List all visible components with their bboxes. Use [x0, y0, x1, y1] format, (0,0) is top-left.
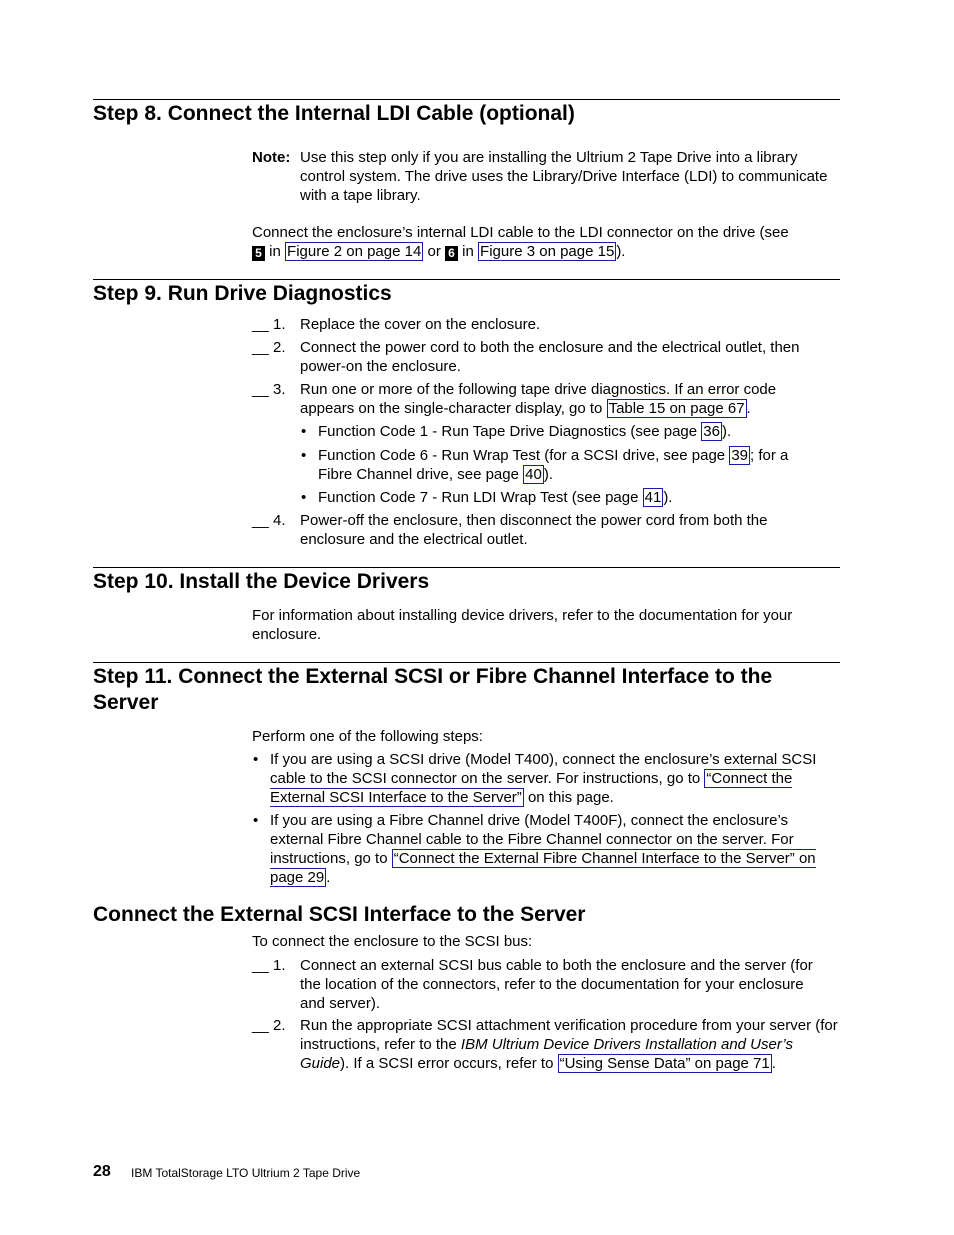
- step9-item-4: Power-off the enclosure, then disconnect the power cord from both the enclosure and the electrical outlet.: [300, 512, 768, 548]
- fc6-text: Function Code 6 - Run Wrap Test (for a SCSI drive, see page: [318, 447, 726, 464]
- scsi-heading: Connect the External SCSI Interface to the Server: [93, 903, 586, 926]
- fibre-option-end: .: [326, 869, 331, 886]
- item-number: 4.: [273, 512, 286, 529]
- in-text: in: [462, 243, 474, 260]
- link-sense-data[interactable]: “Using Sense Data” on page 71: [559, 1055, 770, 1072]
- step10-text: For information about installing device drivers, refer to the documentation for your enclosure.: [252, 607, 793, 643]
- step8-paragraph: [252, 223, 842, 261]
- item-number: 2.: [273, 339, 286, 356]
- step9-heading: Step 9. Run Drive Diagnostics: [93, 282, 392, 305]
- checkbox-blank: __: [252, 957, 269, 974]
- scsi-option-text: If you are using a SCSI drive (Model T400), connect the enclosure’s external SCSI cable to the SCSI connector on the server. For instructions, go to: [270, 751, 817, 787]
- step9-item-2: Connect the power cord to both the enclosure and the electrical outlet, then power-on the enclosure.: [300, 339, 800, 375]
- link-connect-fibre[interactable]: “Connect the External Fibre Channel Interface to the Server” on page 29: [270, 850, 816, 886]
- checkbox-blank: __: [252, 1017, 269, 1034]
- note-label: Note:: [252, 149, 291, 166]
- callout-5-icon: 5: [252, 246, 265, 261]
- step11-heading-line2: Server: [93, 691, 159, 714]
- guide-title: IBM Ultrium Device Drivers Installation and User’s Guide: [300, 1036, 793, 1072]
- section-rule: [93, 279, 840, 280]
- fibre-option: [270, 811, 830, 887]
- link-figure-2[interactable]: Figure 2 on page 14: [287, 243, 422, 260]
- step11-intro: Perform one of the following steps:: [252, 728, 483, 745]
- link-page-36[interactable]: 36: [703, 423, 720, 440]
- footer-title: IBM TotalStorage LTO Ultrium 2 Tape Drive: [131, 1166, 361, 1180]
- or-text: or: [427, 243, 441, 260]
- scsi-item-2: [300, 1016, 840, 1073]
- scsi-option: [270, 750, 840, 807]
- function-code-1: [318, 422, 838, 441]
- fc7-end: ).: [663, 489, 673, 506]
- link-connect-scsi[interactable]: “Connect the External SCSI Interface to the Server”: [270, 770, 793, 806]
- checkbox-blank: __: [252, 316, 269, 333]
- fc7-text: Function Code 7 - Run LDI Wrap Test (see page: [318, 489, 639, 506]
- scsi-item-2-text-b: ). If a SCSI error occurs, refer to: [340, 1055, 554, 1072]
- bullet: •: [253, 812, 259, 829]
- checkbox-blank: __: [252, 381, 269, 398]
- section-rule: [93, 567, 840, 568]
- fc1-text: Function Code 1 - Run Tape Drive Diagnostics (see page: [318, 423, 698, 440]
- bullet: •: [301, 423, 307, 440]
- bullet: •: [301, 489, 307, 506]
- scsi-option-end: on this page.: [527, 789, 614, 806]
- section-rule: [93, 662, 840, 663]
- link-page-39[interactable]: 39: [731, 447, 749, 464]
- section-rule: [93, 99, 840, 100]
- function-code-6: [318, 446, 823, 484]
- item-number: 2.: [273, 1017, 286, 1034]
- note-text: Use this step only if you are installing the Ultrium 2 Tape Drive into a library control system. The drive uses the Library/Drive Interface (LDI) to communicate with a tape library.: [300, 149, 828, 204]
- scsi-item-1: Connect an external SCSI bus cable to both the enclosure and the server (for the location of the connectors, refer to the documentation for your enclosure and server).: [300, 957, 813, 1012]
- step8-para-start: Connect the enclosure’s internal LDI cable to the LDI connector on the drive (see: [252, 224, 789, 241]
- step8-heading: Step 8. Connect the Internal LDI Cable (optional): [93, 102, 575, 125]
- item-number: 1.: [273, 316, 286, 333]
- step9-item-3: [300, 380, 830, 418]
- step10-heading: Step 10. Install the Device Drivers: [93, 570, 430, 593]
- step9-item-1: Replace the cover on the enclosure.: [300, 316, 541, 333]
- link-figure-3[interactable]: Figure 3 on page 15: [480, 243, 615, 260]
- item-number: 3.: [273, 381, 286, 398]
- function-code-7: [318, 488, 838, 507]
- item-3-end: .: [746, 400, 751, 417]
- item-number: 1.: [273, 957, 286, 974]
- step11-heading-line1: Step 11. Connect the External SCSI or Fibre Channel Interface to the: [93, 665, 773, 688]
- checkbox-blank: __: [252, 512, 269, 529]
- fc1-end: ).: [721, 423, 732, 440]
- link-page-40[interactable]: 40: [525, 466, 542, 483]
- item-3-text: Run one or more of the following tape drive diagnostics. If an error code appears on the single-character display, go to: [300, 381, 777, 417]
- checkbox-blank: __: [252, 339, 269, 356]
- in-text: in: [269, 243, 281, 260]
- link-table-15[interactable]: Table 15 on page 67: [608, 400, 745, 417]
- fc6-end: ).: [543, 466, 553, 483]
- bullet: •: [301, 447, 307, 464]
- fibre-option-text: If you are using a Fibre Channel drive (Model T400F), connect the enclosure’s external Fibre Channel cable to the Fibre Channel connector on the server. For instructions, go to: [270, 812, 794, 867]
- link-page-41[interactable]: 41: [644, 489, 662, 506]
- callout-6-icon: 6: [445, 246, 458, 261]
- scsi-intro: To connect the enclosure to the SCSI bus:: [252, 933, 533, 950]
- scsi-item-2-text: Run the appropriate SCSI attachment verification procedure from your server (for instructions, refer to the: [300, 1017, 838, 1053]
- fc6-text-b: ; for a Fibre Channel drive, see page: [318, 447, 789, 483]
- para-end: ).: [616, 243, 626, 260]
- bullet: •: [253, 751, 259, 768]
- scsi-item-2-end: .: [771, 1055, 776, 1072]
- page-number: 28: [93, 1163, 111, 1180]
